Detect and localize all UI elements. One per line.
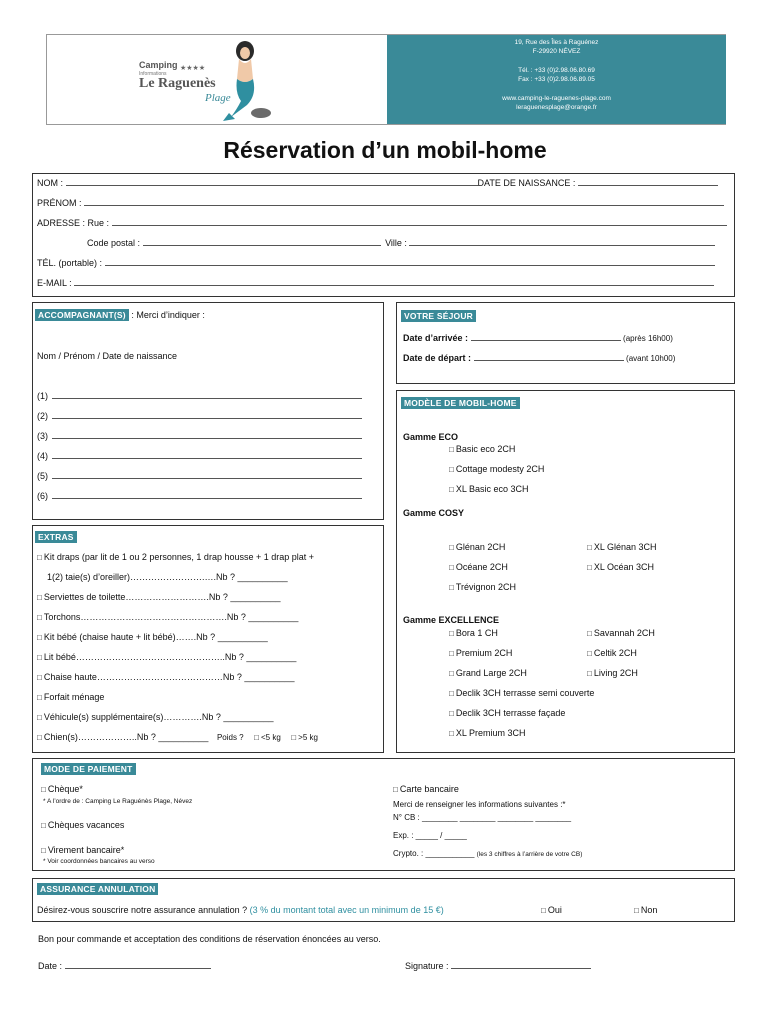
virement-note: * Voir coordonnées bancaires au verso [43, 858, 155, 865]
logo-camping-text: Camping [139, 60, 178, 70]
assurance-header: ASSURANCE ANNULATION [37, 883, 158, 895]
tel-label: TÉL. (portable) : [37, 258, 105, 268]
crypto-field[interactable]: Crypto. : ___________ [393, 849, 475, 858]
assurance-section [32, 878, 735, 922]
accompagnant-field[interactable] [52, 498, 362, 499]
model-option-excellence[interactable]: □ Living 2CH [587, 668, 638, 678]
accompagnant-row [37, 471, 362, 481]
accompagnant-field[interactable] [52, 398, 362, 399]
model-option-cosy[interactable]: □ Trévignon 2CH [449, 582, 516, 592]
model-option-excellence[interactable]: □ XL Premium 3CH [449, 728, 526, 738]
phone-text: Tél. : +33 (0)2.98.06.80.69 [518, 67, 595, 74]
model-option-excellence[interactable]: □ Declik 3CH terrasse façade [449, 708, 565, 718]
arrival-label: Date d’arrivée : [403, 333, 471, 343]
website-text: www.camping-le-raguenes-plage.com [502, 95, 611, 102]
email-field[interactable] [74, 285, 714, 286]
cb-number-field[interactable]: N° CB : ________ ________ ________ ________ [393, 813, 572, 822]
accompagnants-section [32, 302, 384, 520]
accompagnant-row [37, 451, 362, 461]
model-option-excellence[interactable]: □ Declik 3CH terrasse semi couverte [449, 688, 594, 698]
accompagnant-row [37, 431, 362, 441]
model-option-excellence[interactable]: □ Celtik 2CH [587, 648, 637, 658]
tel-row [37, 258, 715, 268]
model-option-excellence[interactable]: □ Grand Large 2CH [449, 668, 527, 678]
poids-label: Poids ? [216, 733, 244, 742]
model-option-cosy[interactable]: □ XL Océan 3CH [587, 562, 654, 572]
model-option-cosy[interactable]: □ XL Glénan 3CH [587, 542, 657, 552]
cp-row [87, 238, 715, 248]
contact-panel [387, 35, 726, 124]
extra-option[interactable]: □ Forfait ménage [37, 692, 104, 702]
accompagnant-number: (4) [37, 451, 48, 461]
excellence-label: Gamme EXCELLENCE [403, 615, 500, 625]
extra-option[interactable]: □ Torchons………………………………………….Nb ? __________ [37, 612, 298, 622]
code-postal-field[interactable] [143, 245, 381, 246]
logo-info-text: Informations [139, 71, 167, 77]
extras-header: EXTRAS [35, 531, 77, 543]
exp-field[interactable]: Exp. : _____ / _____ [393, 831, 467, 840]
nom-row [37, 178, 718, 188]
assurance-oui-checkbox[interactable]: □ Oui [541, 905, 562, 915]
logo-plage-text: Plage [205, 92, 231, 104]
sejour-header: VOTRE SÉJOUR [401, 310, 476, 322]
extras-section [32, 525, 384, 753]
tel-field[interactable] [105, 265, 715, 266]
model-option-cosy[interactable]: □ Océane 2CH [449, 562, 508, 572]
adresse-field[interactable] [112, 225, 727, 226]
accompagnants-heading [35, 310, 205, 320]
accompagnant-field[interactable] [52, 478, 362, 479]
paiement-section [32, 758, 735, 871]
model-option-eco[interactable]: □ Basic eco 2CH [449, 444, 515, 454]
cheque-note: * A l’ordre de : Camping Le Raguénès Plage, Névez [43, 798, 193, 805]
accompagnant-field[interactable] [52, 418, 362, 419]
accompagnant-field[interactable] [52, 438, 362, 439]
poids-lt5-checkbox[interactable]: □ <5 kg [254, 733, 281, 742]
email-row [37, 278, 714, 288]
accompagnant-number: (2) [37, 411, 48, 421]
poids-gt5-checkbox[interactable]: □ >5 kg [291, 733, 318, 742]
carte-checkbox[interactable]: □ Carte bancaire [393, 784, 459, 794]
model-option-excellence[interactable]: □ Premium 2CH [449, 648, 512, 658]
email-text: leraguenesplage@orange.fr [516, 104, 597, 111]
accompagnant-row [37, 411, 362, 421]
date-label: Date : [38, 961, 65, 971]
carte-info: Merci de renseigner les informations suivantes :* [393, 800, 566, 809]
accompagnants-hint: : Merci d’indiquer : [128, 310, 205, 320]
dob-label: DATE DE NAISSANCE : [477, 178, 578, 188]
extra-option[interactable]: □ Véhicule(s) supplémentaire(s)………….Nb ? __________ [37, 712, 273, 722]
page-title: Réservation d’un mobil-home [223, 137, 547, 163]
address-line1: 19, Rue des Îles à Raguénez [514, 39, 599, 46]
accompagnants-sub: Nom / Prénom / Date de naissance [37, 351, 178, 361]
adresse-row [37, 218, 727, 228]
assurance-question-row [37, 905, 444, 915]
ville-label: Ville : [385, 238, 410, 248]
extra-option[interactable]: □ Kit bébé (chaise haute + lit bébé)…….Nb ? __________ [37, 632, 268, 642]
kit-draps-line2: 1(2) taie(s) d’oreiller)…………………….….Nb ? __________ [47, 572, 288, 582]
accompagnant-field[interactable] [52, 458, 362, 459]
signature-field[interactable] [451, 968, 591, 969]
nom-label: NOM : [37, 178, 66, 188]
crypto-note: (les 3 chiffres à l’arrière de votre CB) [476, 851, 583, 858]
assurance-non-checkbox[interactable]: □ Non [634, 905, 657, 915]
signature-row [405, 961, 591, 971]
eco-label: Gamme ECO [403, 432, 459, 442]
accompagnant-number: (6) [37, 491, 48, 501]
arrival-note: (après 16h00) [623, 334, 673, 343]
arrival-field[interactable] [471, 340, 621, 341]
model-option-eco[interactable]: □ XL Basic eco 3CH [449, 484, 529, 494]
extra-option[interactable]: □ Lit bébé…………………………………………..Nb ? __________ [37, 652, 296, 662]
mermaid-icon [217, 37, 277, 123]
extra-option[interactable]: □ Chaise haute……………………………………Nb ? __________ [37, 672, 294, 682]
kit-draps-checkbox[interactable]: □ Kit draps (par lit de 1 ou 2 personnes, 1 drap housse + 1 drap plat + [37, 552, 314, 562]
model-option-eco[interactable]: □ Cottage modesty 2CH [449, 464, 544, 474]
prenom-row [37, 198, 724, 208]
cheque-checkbox[interactable]: □ Chèque* [41, 784, 83, 794]
logo [47, 35, 387, 124]
signature-label: Signature : [405, 961, 452, 971]
logo-name-text: Le Raguenès [139, 76, 216, 91]
departure-row [403, 353, 675, 363]
modele-header: MODÈLE DE MOBIL-HOME [401, 397, 520, 409]
paiement-header: MODE DE PAIEMENT [41, 763, 136, 775]
cosy-label: Gamme COSY [403, 508, 465, 518]
accompagnant-number: (5) [37, 471, 48, 481]
accompagnant-number: (1) [37, 391, 48, 401]
logo-stars: ★★★★ [180, 65, 206, 72]
nom-field[interactable] [66, 185, 478, 186]
arrival-row [403, 333, 673, 343]
departure-field[interactable] [474, 360, 624, 361]
model-option-cosy[interactable]: □ Glénan 2CH [449, 542, 505, 552]
extra-option[interactable]: □ Serviettes de toilette……………………….Nb ? __________ [37, 592, 280, 602]
identity-section [32, 173, 735, 297]
code-postal-label: Code postal : [87, 238, 143, 248]
crypto-row [393, 849, 582, 858]
virement-checkbox[interactable]: □ Virement bancaire* [41, 845, 124, 855]
address-line2: F-29920 NÉVEZ [532, 48, 581, 55]
model-option-excellence[interactable]: □ Bora 1 CH [449, 628, 498, 638]
prenom-label: PRÉNOM : [37, 198, 85, 208]
chien-checkbox[interactable]: □ Chien(s)………………..Nb ? __________ [37, 732, 208, 742]
fax-text: Fax : +33 (0)2.98.06.89.05 [518, 76, 595, 83]
ville-field[interactable] [409, 245, 715, 246]
sejour-section [396, 302, 735, 384]
chien-row [37, 732, 318, 742]
departure-label: Date de départ : [403, 353, 474, 363]
assurance-question: Désirez-vous souscrire notre assurance annulation ? [37, 905, 250, 915]
accompagnant-row [37, 391, 362, 401]
cheques-vacances-checkbox[interactable]: □ Chèques vacances [41, 820, 124, 830]
accompagnants-header: ACCOMPAGNANT(S) [35, 309, 129, 321]
date-row [38, 961, 211, 971]
modele-section [396, 390, 735, 753]
dob-field[interactable] [578, 185, 718, 186]
model-option-excellence[interactable]: □ Savannah 2CH [587, 628, 655, 638]
date-field[interactable] [65, 968, 211, 969]
adresse-label: ADRESSE : Rue : [37, 218, 112, 228]
assurance-detail: (3 % du montant total avec un minimum de 15 €) [249, 905, 444, 915]
email-label: E-MAIL : [37, 278, 75, 288]
header-banner [46, 34, 726, 125]
prenom-field[interactable] [84, 205, 724, 206]
acceptance-text: Bon pour commande et acceptation des conditions de réservation énoncées au verso. [38, 934, 381, 944]
accompagnant-row [37, 491, 362, 501]
accompagnant-number: (3) [37, 431, 48, 441]
departure-note: (avant 10h00) [626, 354, 676, 363]
